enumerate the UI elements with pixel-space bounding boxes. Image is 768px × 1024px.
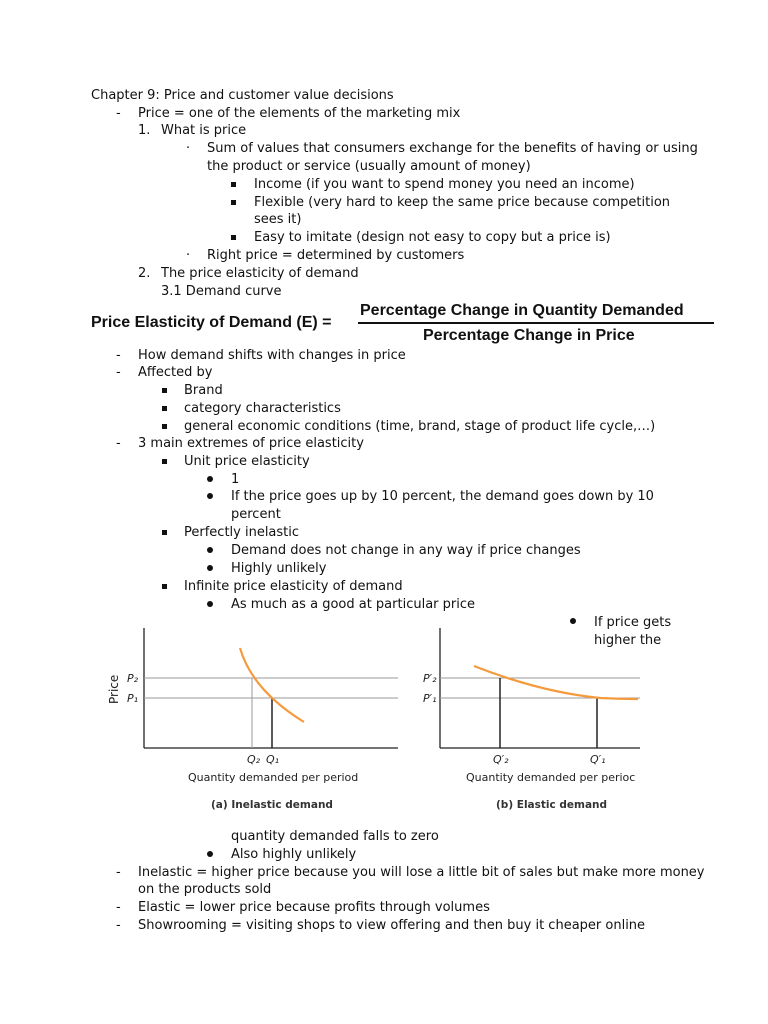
infinite-elasticity-item: Infinite price elasticity of demand: [184, 579, 403, 594]
income-item: Income (if you want to spend money you need an income): [254, 177, 635, 192]
flexible-line-2: sees it): [254, 212, 302, 227]
extremes-item: 3 main extremes of price elasticity: [138, 436, 364, 451]
perfectly-inelastic-item: Perfectly inelastic: [184, 525, 300, 540]
as-much-item: As much as a good at particular price: [231, 597, 475, 612]
no-change-item: Demand does not change in any way if price changes: [231, 543, 581, 558]
elastic-demand-graph: [423, 628, 640, 811]
shifts-item: How demand shifts with changes in price: [138, 348, 406, 363]
easy-imitate-item: Easy to imitate (design not easy to copy but a price is): [254, 230, 611, 245]
qty-falls-text: quantity demanded falls to zero: [231, 829, 439, 844]
inelastic-line-2: on the products sold: [138, 882, 272, 897]
elastic-demand-curve: [474, 666, 638, 699]
sum-values-line-2: the product or service (usually amount of money): [207, 159, 531, 174]
dash-bullet: -: [116, 918, 121, 933]
inelastic-demand-graph: [107, 628, 398, 811]
unit-elasticity-item: Unit price elasticity: [184, 454, 310, 469]
x-axis-label: Quantity demanded per period: [188, 771, 359, 784]
if-price-line-1: If price gets: [594, 615, 672, 630]
p1-label: P₁: [127, 692, 139, 705]
middot-bullet: ·: [186, 141, 191, 156]
category-item: category characteristics: [184, 401, 341, 416]
p2-label: P₂: [127, 672, 139, 685]
sum-values-line-1: Sum of values that consumers exchange for the benefits of having or using: [207, 141, 698, 156]
p2-prime-label: P′₂: [423, 672, 437, 685]
affected-by-item: Affected by: [138, 365, 213, 380]
highly-unlikely-item: Highly unlikely: [231, 561, 327, 576]
also-unlikely-item: Also highly unlikely: [231, 847, 357, 862]
dash-bullet: -: [116, 900, 121, 915]
dash-bullet: -: [116, 436, 121, 451]
p1-prime-label: P′₁: [423, 692, 437, 705]
round-bullet: [207, 851, 213, 857]
dash-bullet: -: [116, 348, 121, 363]
formula-denominator: Percentage Change in Price: [423, 327, 635, 344]
q1-label: Q₁: [266, 753, 280, 766]
right-price: Right price = determined by customers: [207, 248, 465, 263]
unit-value: 1: [231, 472, 240, 487]
x-axis-label: Quantity demanded per perioc: [466, 771, 636, 784]
price-definition: Price = one of the elements of the marketing mix: [138, 106, 461, 121]
demand-curve-heading: 3.1 Demand curve: [161, 284, 282, 299]
brand-item: Brand: [184, 383, 223, 398]
goes-up-line-1: If the price goes up by 10 percent, the demand goes down by 10: [231, 489, 654, 504]
inelastic-caption: (a) Inelastic demand: [211, 799, 333, 811]
price-axis-label: Price: [107, 674, 121, 704]
flexible-line-1: Flexible (very hard to keep the same price because competition: [254, 195, 671, 210]
q2-label: Q₂: [247, 753, 261, 766]
elastic-caption: (b) Elastic demand: [496, 799, 608, 811]
q1-prime-label: Q′₁: [590, 753, 606, 766]
dash-bullet: -: [116, 106, 121, 121]
q2-prime-label: Q′₂: [493, 753, 509, 766]
middot-bullet: ·: [186, 248, 191, 263]
elastic-item: Elastic = lower price because profits through volumes: [138, 900, 490, 915]
inelastic-line-1: Inelastic = higher price because you will lose a little bit of sales but make more money: [138, 865, 705, 880]
if-price-line-2: higher the: [594, 633, 662, 648]
goes-up-line-2: percent: [231, 507, 281, 522]
formula-numerator: Percentage Change in Quantity Demanded: [360, 302, 684, 319]
what-is-price: What is price: [161, 123, 247, 138]
formula-lhs: Price Elasticity of Demand (E) =: [91, 314, 332, 331]
list-number: 2.: [138, 266, 151, 281]
showrooming-item: Showrooming = visiting shops to view offering and then buy it cheaper online: [138, 918, 646, 933]
list-number: 1.: [138, 123, 151, 138]
elasticity-heading: The price elasticity of demand: [161, 266, 359, 281]
chapter-title: Chapter 9: Price and customer value decisions: [91, 88, 394, 103]
economic-item: general economic conditions (time, brand, stage of product life cycle,…): [184, 419, 656, 434]
dash-bullet: -: [116, 365, 121, 380]
dash-bullet: -: [116, 865, 121, 880]
